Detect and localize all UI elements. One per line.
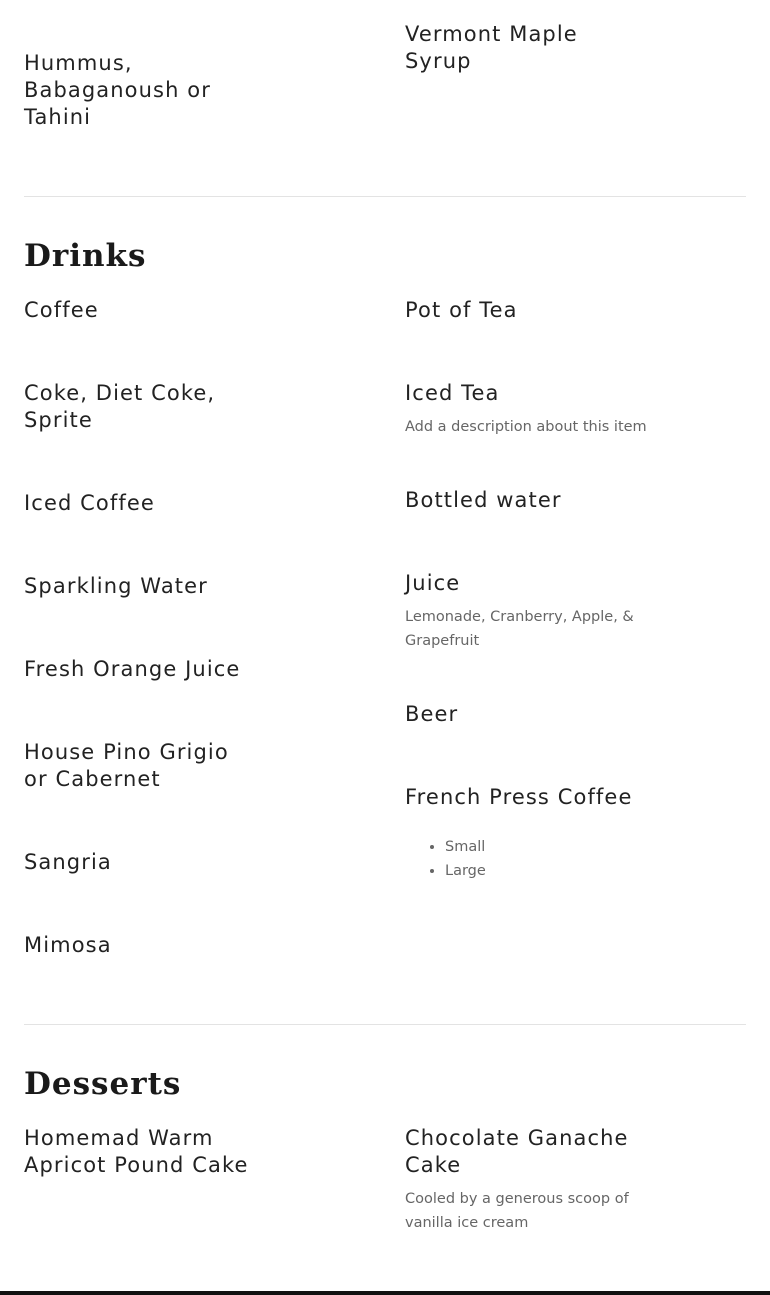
option-item: • Small — [445, 835, 486, 859]
menu-item-juice: Juice — [405, 571, 461, 595]
menu-item-pot-of-tea: Pot of Tea — [405, 298, 518, 322]
menu-item-description: Lemonade, Cranberry, Apple, & Grapefruit — [405, 609, 634, 649]
menu-item-sparkling-water: Sparkling Water — [24, 574, 208, 598]
section-divider — [24, 196, 746, 197]
menu-item-description: Add a description about this item — [405, 419, 647, 435]
menu-item-name: Hummus, Babaganoush or Tahini — [24, 51, 211, 129]
section-divider — [24, 1024, 746, 1025]
section-title-desserts: Desserts — [24, 1066, 182, 1102]
option-item: • Large — [445, 859, 486, 883]
menu-item-name: Vermont Maple Syrup — [405, 22, 578, 73]
menu-item-coffee: Coffee — [24, 298, 99, 322]
menu-item-iced-coffee: Iced Coffee — [24, 491, 155, 515]
menu-item-options — [405, 835, 486, 883]
menu-item-orange-juice: Fresh Orange Juice — [24, 657, 241, 681]
menu-item-pound-cake: Homemad Warm Apricot Pound Cake — [24, 1126, 249, 1177]
menu-item-beer: Beer — [405, 702, 459, 726]
footer-bar — [0, 1291, 770, 1295]
menu-item-ganache-cake: Chocolate Ganache Cake — [405, 1126, 629, 1177]
menu-item-french-press-coffee: French Press Coffee — [405, 785, 633, 809]
menu-item-mimosa: Mimosa — [24, 933, 112, 957]
menu-item-soda: Coke, Diet Coke, Sprite — [24, 381, 216, 432]
section-title-drinks: Drinks — [24, 238, 147, 274]
menu-item-iced-tea: Iced Tea — [405, 381, 500, 405]
menu-item-bottled-water: Bottled water — [405, 488, 562, 512]
menu-item-house-wine: House Pino Grigio or Cabernet — [24, 740, 229, 791]
menu-item-description: Cooled by a generous scoop of vanilla ice cream — [405, 1191, 629, 1231]
menu-item-sangria: Sangria — [24, 850, 112, 874]
